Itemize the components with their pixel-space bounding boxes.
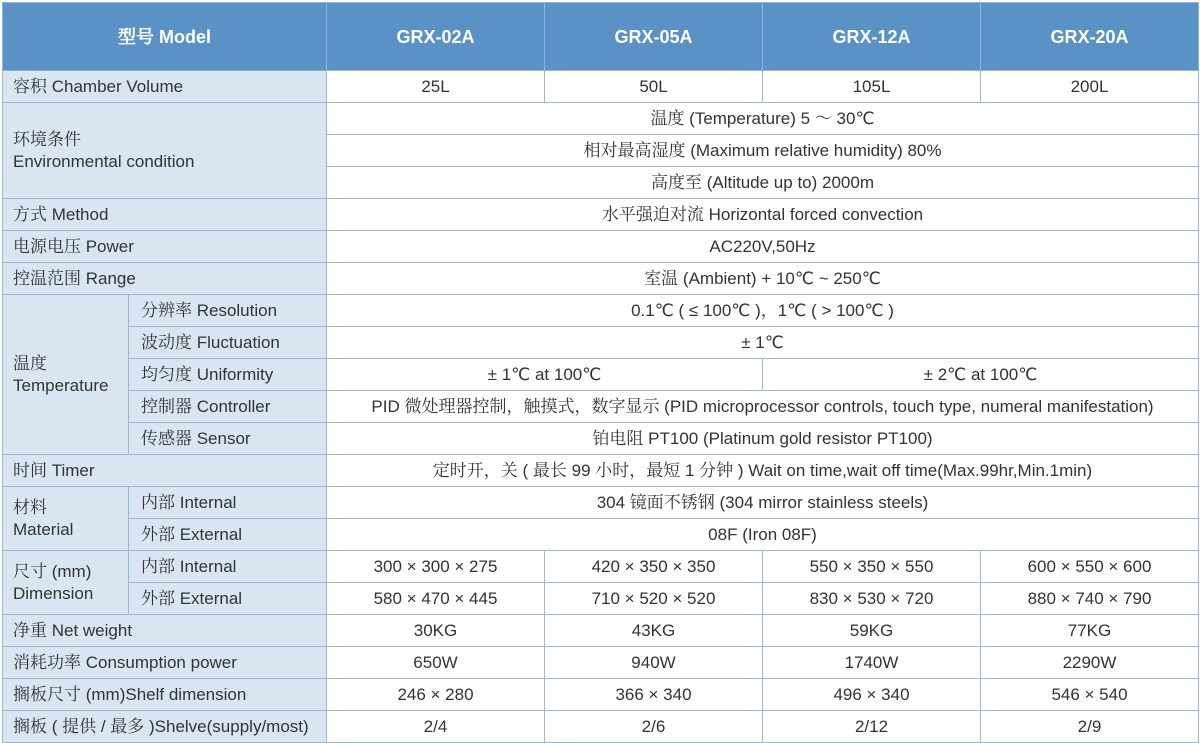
table-row	[3, 231, 1199, 263]
table-row	[3, 711, 1199, 743]
shelves-label: 搁板 ( 提供 / 最多 )Shelve(supply/most)	[3, 711, 327, 743]
shelf-dimension-3: 496 × 340	[763, 679, 981, 711]
material-external-label: 外部 External	[129, 519, 327, 551]
material-label-en: Material	[13, 519, 74, 539]
material-internal-label: 内部 Internal	[129, 487, 327, 519]
table-row	[3, 455, 1199, 487]
dimension-label	[3, 551, 129, 615]
fluctuation-label: 波动度 Fluctuation	[129, 327, 327, 359]
controller-label: 控制器 Controller	[129, 391, 327, 423]
power-label: 电源电压 Power	[3, 231, 327, 263]
model-col-2: GRX-05A	[545, 3, 763, 71]
consumption-label: 消耗功率 Consumption power	[3, 647, 327, 679]
spec-table	[2, 2, 1199, 743]
table-row	[3, 263, 1199, 295]
environment-altitude: 高度至 (Altitude up to) 2000m	[327, 167, 1199, 199]
material-internal-value: 304 镜面不锈钢 (304 mirror stainless steels)	[327, 487, 1199, 519]
dimension-internal-2: 420 × 350 × 350	[545, 551, 763, 583]
material-label	[3, 487, 129, 551]
net-weight-1: 30KG	[327, 615, 545, 647]
environment-label-cn: 环境条件	[13, 129, 81, 149]
timer-value: 定时开，关 ( 最长 99 小时，最短 1 分钟 ) Wait on time,wait off time(Max.99hr,Min.1min)	[327, 455, 1199, 487]
dimension-external-1: 580 × 470 × 445	[327, 583, 545, 615]
net-weight-3: 59KG	[763, 615, 981, 647]
dimension-label-cn: 尺寸 (mm)	[13, 561, 92, 581]
volume-value-3: 105L	[763, 71, 981, 103]
sensor-value: 铂电阻 PT100 (Platinum gold resistor PT100)	[327, 423, 1199, 455]
shelves-2: 2/6	[545, 711, 763, 743]
table-row	[3, 295, 1199, 327]
fluctuation-value: ± 1℃	[327, 327, 1199, 359]
material-external-value: 08F (Iron 08F)	[327, 519, 1199, 551]
dimension-internal-4: 600 × 550 × 600	[981, 551, 1199, 583]
shelves-4: 2/9	[981, 711, 1199, 743]
table-row	[3, 423, 1199, 455]
table-row	[3, 103, 1199, 135]
dimension-internal-1: 300 × 300 × 275	[327, 551, 545, 583]
resolution-label: 分辨率 Resolution	[129, 295, 327, 327]
dimension-external-3: 830 × 530 × 720	[763, 583, 981, 615]
consumption-2: 940W	[545, 647, 763, 679]
method-label: 方式 Method	[3, 199, 327, 231]
model-col-4: GRX-20A	[981, 3, 1199, 71]
volume-value-4: 200L	[981, 71, 1199, 103]
method-value: 水平强迫对流 Horizontal forced convection	[327, 199, 1199, 231]
header-row	[3, 3, 1199, 71]
table-row	[3, 487, 1199, 519]
environment-label	[3, 103, 327, 199]
material-label-cn: 材料	[13, 497, 47, 517]
range-value: 室温 (Ambient) + 10℃ ~ 250℃	[327, 263, 1199, 295]
volume-value-1: 25L	[327, 71, 545, 103]
table-row	[3, 647, 1199, 679]
table-row	[3, 615, 1199, 647]
volume-value-2: 50L	[545, 71, 763, 103]
dimension-external-label: 外部 External	[129, 583, 327, 615]
table-row	[3, 391, 1199, 423]
shelf-dimension-1: 246 × 280	[327, 679, 545, 711]
shelf-dimension-2: 366 × 340	[545, 679, 763, 711]
uniformity-label: 均匀度 Uniformity	[129, 359, 327, 391]
shelves-3: 2/12	[763, 711, 981, 743]
range-label: 控温范围 Range	[3, 263, 327, 295]
dimension-external-4: 880 × 740 × 790	[981, 583, 1199, 615]
consumption-3: 1740W	[763, 647, 981, 679]
environment-label-en: Environmental condition	[13, 151, 195, 171]
temperature-label-en: Temperature	[13, 375, 109, 395]
temperature-label	[3, 295, 129, 455]
net-weight-4: 77KG	[981, 615, 1199, 647]
shelves-1: 2/4	[327, 711, 545, 743]
volume-label: 容积 Chamber Volume	[3, 71, 327, 103]
model-col-1: GRX-02A	[327, 3, 545, 71]
table-row	[3, 551, 1199, 583]
controller-value: PID 微处理器控制，触摸式，数字显示 (PID microprocessor controls, touch type, numeral manifestation)	[327, 391, 1199, 423]
table-row	[3, 519, 1199, 551]
environment-humidity: 相对最高湿度 (Maximum relative humidity) 80%	[327, 135, 1199, 167]
uniformity-value-small: ± 1℃ at 100℃	[327, 359, 763, 391]
net-weight-2: 43KG	[545, 615, 763, 647]
sensor-label: 传感器 Sensor	[129, 423, 327, 455]
power-value: AC220V,50Hz	[327, 231, 1199, 263]
model-header: 型号 Model	[3, 3, 327, 71]
dimension-external-2: 710 × 520 × 520	[545, 583, 763, 615]
environment-temperature: 温度 (Temperature) 5 ～ 30℃	[327, 103, 1199, 135]
table-row	[3, 583, 1199, 615]
net-weight-label: 净重 Net weight	[3, 615, 327, 647]
table-row	[3, 679, 1199, 711]
dimension-internal-3: 550 × 350 × 550	[763, 551, 981, 583]
dimension-internal-label: 内部 Internal	[129, 551, 327, 583]
temperature-label-cn: 温度	[13, 353, 47, 373]
shelf-dimension-label: 搁板尺寸 (mm)Shelf dimension	[3, 679, 327, 711]
shelf-dimension-4: 546 × 540	[981, 679, 1199, 711]
consumption-4: 2290W	[981, 647, 1199, 679]
table-row	[3, 359, 1199, 391]
table-row	[3, 199, 1199, 231]
table-row	[3, 71, 1199, 103]
dimension-label-en: Dimension	[13, 583, 94, 603]
uniformity-value-large: ± 2℃ at 100℃	[763, 359, 1199, 391]
consumption-1: 650W	[327, 647, 545, 679]
resolution-value: 0.1℃ ( ≤ 100℃ )，1℃ ( > 100℃ )	[327, 295, 1199, 327]
table-row	[3, 327, 1199, 359]
timer-label: 时间 Timer	[3, 455, 327, 487]
model-col-3: GRX-12A	[763, 3, 981, 71]
